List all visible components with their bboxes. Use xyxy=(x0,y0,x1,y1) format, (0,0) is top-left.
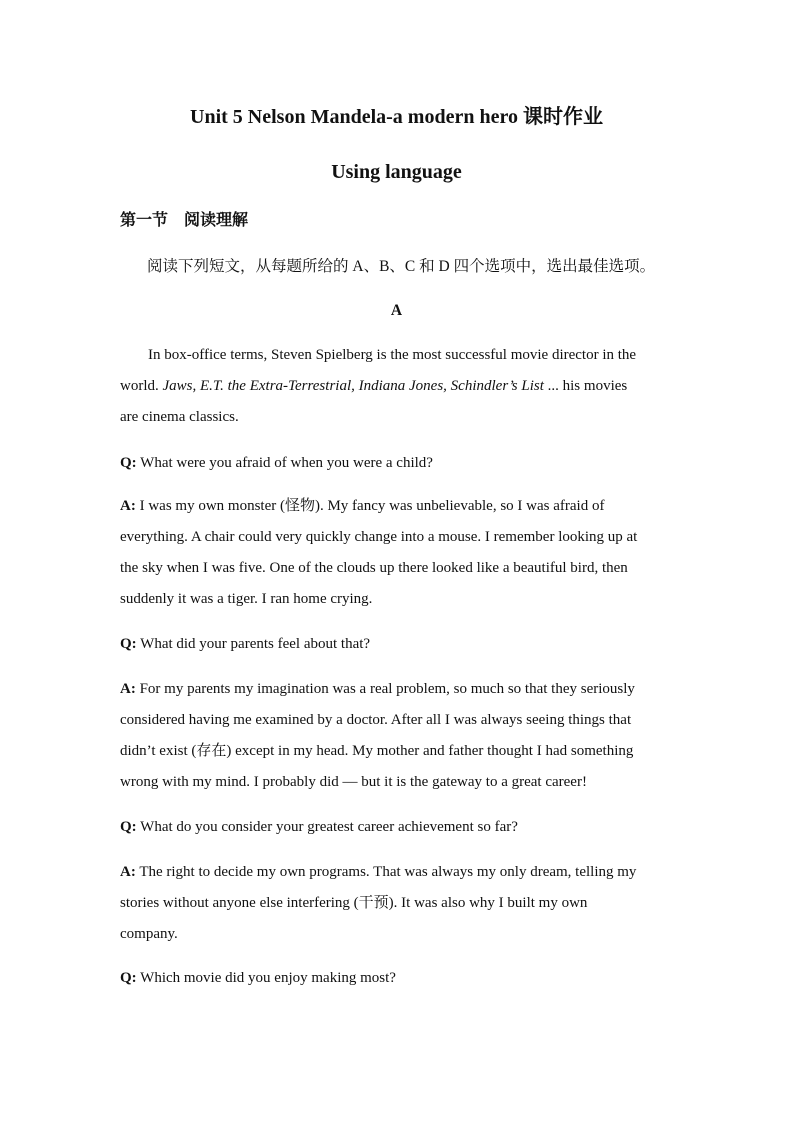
answer-line: everything. A chair could very quickly change into a mouse. I remember looking up at xyxy=(120,529,638,545)
answer-line: company. xyxy=(120,926,178,942)
answer-line: the sky when I was five. One of the clouds up there looked like a beautiful bird, then xyxy=(120,560,628,576)
intro-line-1: In box-office terms, Steven Spielberg is the most successful movie director in the xyxy=(148,347,637,363)
question-label: Q: xyxy=(120,636,137,652)
question-text: What were you afraid of when you were a child? xyxy=(140,455,433,471)
answer-line xyxy=(120,674,680,705)
answer-line: wrong with my mind. I probably did — but it is the gateway to a great career! xyxy=(120,774,587,790)
page-title: Unit 5 Nelson Mandela-a modern hero 课时作业 xyxy=(190,106,603,128)
instructions: 阅读下列短文，从每题所给的 A、B、C 和 D 四个选项中，选出最佳选项。 xyxy=(147,258,656,275)
section-heading: 第一节 阅读理解 xyxy=(120,212,249,229)
question-label: Q: xyxy=(120,455,137,471)
answer-line: suddenly it was a tiger. I ran home crying. xyxy=(120,591,373,607)
answer-line: stories without anyone else interfering (干预). It was also why I built my own xyxy=(120,895,588,911)
answer-text: For my parents my imagination was a real problem, so much so that they seriously xyxy=(139,681,635,697)
question-3 xyxy=(120,812,680,843)
question-text: What do you consider your greatest career achievement so far? xyxy=(140,819,518,835)
answer-label: A: xyxy=(120,498,136,514)
answer-text: The right to decide my own programs. That was always my only dream, telling my xyxy=(139,864,637,880)
answer-text: I was my own monster (怪物). My fancy was unbelievable, so I was afraid of xyxy=(139,498,605,514)
question-label: Q: xyxy=(120,970,137,986)
passage-label: A xyxy=(390,302,403,319)
intro-line-3: are cinema classics. xyxy=(120,409,239,425)
page-subtitle: Using language xyxy=(331,161,462,183)
question-1 xyxy=(120,448,680,479)
answer-line: considered having me examined by a doctor. After all I was always seeing things that xyxy=(120,712,632,728)
answer-label: A: xyxy=(120,681,136,697)
answer-line xyxy=(120,857,680,888)
question-text: What did your parents feel about that? xyxy=(140,636,371,652)
answer-line: didn’t exist (存在) except in my head. My mother and father thought I had something xyxy=(120,743,634,759)
question-4 xyxy=(120,963,680,994)
question-text: Which movie did you enjoy making most? xyxy=(140,970,396,986)
answer-1 xyxy=(120,491,680,615)
intro-paragraph xyxy=(120,340,680,433)
answer-label: A: xyxy=(120,864,136,880)
answer-2 xyxy=(120,674,680,798)
intro-line-2 xyxy=(120,371,680,402)
intro-line-2-prefix: world. xyxy=(120,378,163,394)
answer-3 xyxy=(120,857,680,950)
question-2 xyxy=(120,629,680,660)
answer-line xyxy=(120,491,680,522)
movie-titles: Jaws, E.T. the Extra-Terrestrial, Indiana Jones, Schindler’s List xyxy=(162,378,544,394)
intro-line-2-suffix: ... his movies xyxy=(543,378,628,394)
question-label: Q: xyxy=(120,819,137,835)
